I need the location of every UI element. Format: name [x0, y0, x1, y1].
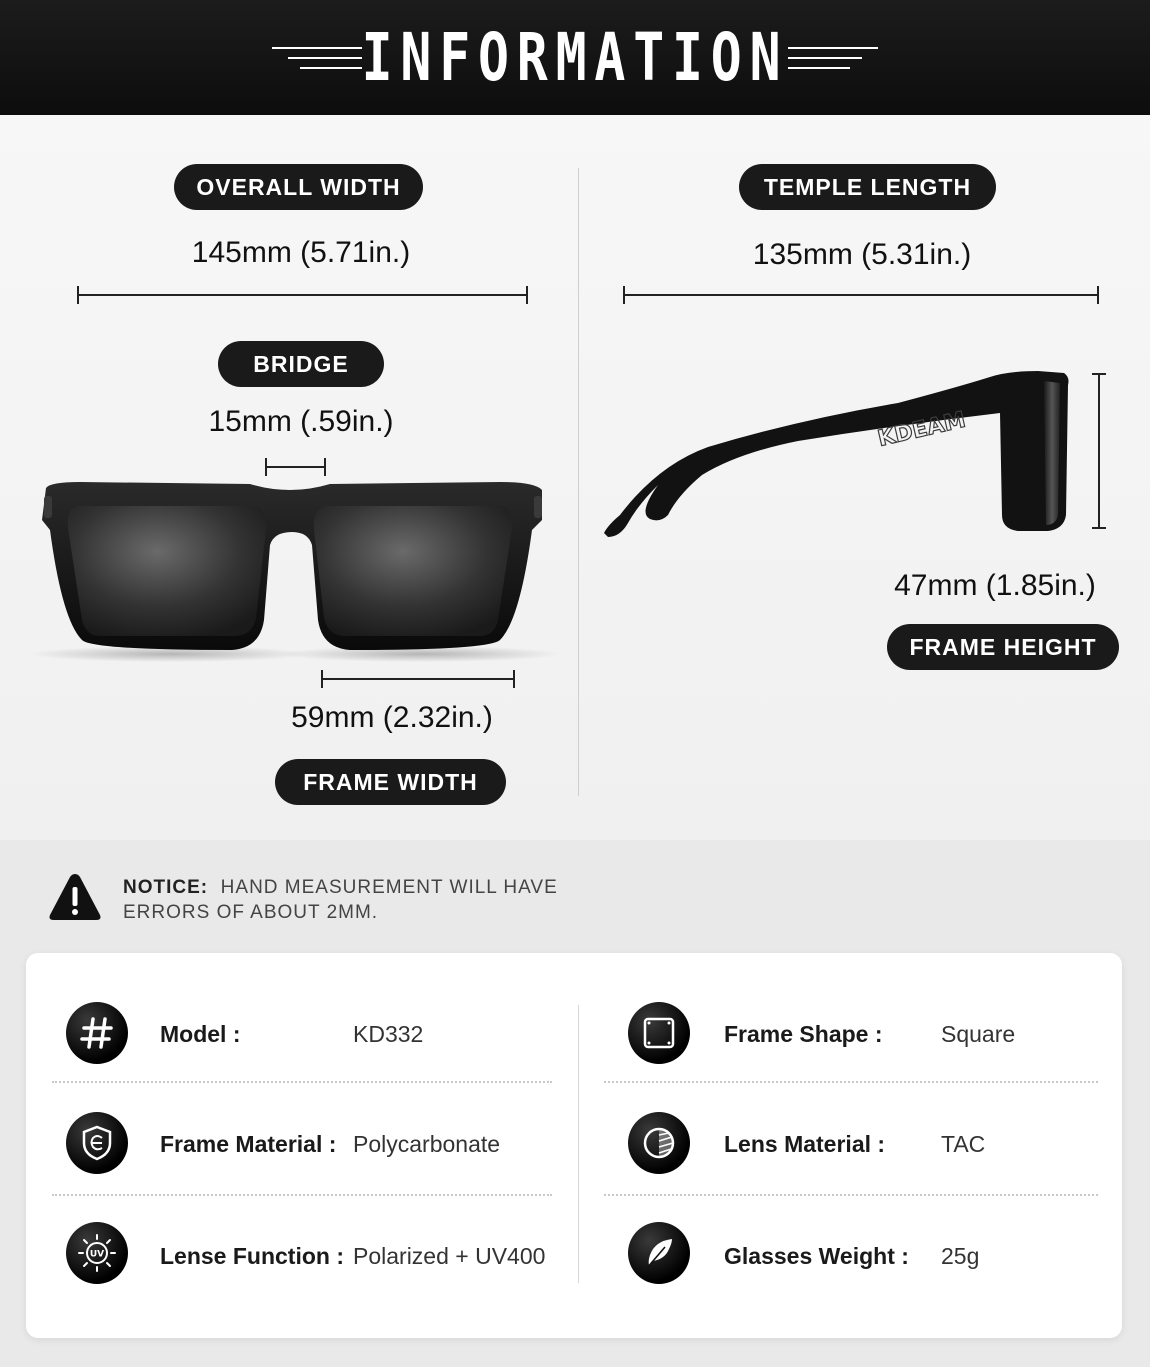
notice-text [123, 875, 583, 925]
warning-icon [48, 872, 102, 922]
sunglasses-side-image [598, 365, 1088, 545]
spec-value-frame-material: Polycarbonate [353, 1131, 501, 1157]
spec-value-frame-shape: Square [941, 1021, 1016, 1047]
notice-prefix: NOTICE: [123, 877, 209, 898]
overall-width-badge: OVERALL WIDTH [174, 164, 423, 210]
section-divider [578, 168, 579, 796]
header-line [788, 47, 878, 49]
spec-label-frame-shape: Frame Shape : [724, 1021, 883, 1047]
notice-line-1: HAND MEASUREMENT WILL HAVE [220, 877, 558, 898]
temple-length-rule [623, 294, 1099, 296]
spec-value-lense-function: Polarized + UV400 [353, 1243, 546, 1269]
header-banner [0, 0, 1150, 115]
header-line [788, 57, 862, 59]
frame-width-value: 59mm (2.32in.) [291, 701, 493, 734]
frame-width-badge: FRAME WIDTH [275, 759, 506, 805]
svg-text:UV: UV [89, 1249, 105, 1260]
uv-sun-icon [66, 1222, 128, 1284]
overall-width-rule [77, 294, 528, 296]
spec-value-lens-material: TAC [941, 1131, 986, 1157]
hash-icon [66, 1002, 128, 1064]
notice-line-2: ERRORS OF ABOUT 2MM. [123, 902, 379, 923]
row-separator [52, 1194, 552, 1196]
spec-label-lens-material: Lens Material : [724, 1131, 886, 1157]
lens-icon [628, 1112, 690, 1174]
overall-width-value: 145mm (5.71in.) [191, 236, 411, 269]
brand-logo: KDEAM [875, 407, 969, 452]
shield-icon [66, 1112, 128, 1174]
row-separator [604, 1081, 1098, 1083]
spec-value-model: KD332 [353, 1021, 424, 1047]
row-separator [52, 1081, 552, 1083]
square-frame-icon [628, 1002, 690, 1064]
bridge-rule [265, 466, 326, 468]
spec-label-model: Model : [160, 1021, 241, 1047]
temple-length-badge: TEMPLE LENGTH [739, 164, 996, 210]
page-title: INFORMATION [361, 19, 789, 96]
frame-height-badge: FRAME HEIGHT [887, 624, 1119, 670]
row-separator [604, 1194, 1098, 1196]
card-divider [578, 1005, 579, 1283]
frame-width-rule [321, 678, 515, 680]
temple-length-value: 135mm (5.31in.) [752, 238, 972, 271]
spec-label-lense-function: Lense Function : [160, 1243, 344, 1269]
sunglasses-front-image [20, 470, 560, 670]
header-line [788, 67, 850, 69]
frame-height-value: 47mm (1.85in.) [894, 569, 1096, 602]
frame-height-rule [1098, 373, 1100, 529]
spec-label-frame-material: Frame Material : [160, 1131, 337, 1157]
spec-label-glasses-weight: Glasses Weight : [724, 1243, 909, 1269]
bridge-badge: BRIDGE [218, 341, 384, 387]
feather-icon [628, 1222, 690, 1284]
bridge-value: 15mm (.59in.) [208, 405, 394, 438]
spec-value-glasses-weight: 25g [941, 1243, 980, 1269]
